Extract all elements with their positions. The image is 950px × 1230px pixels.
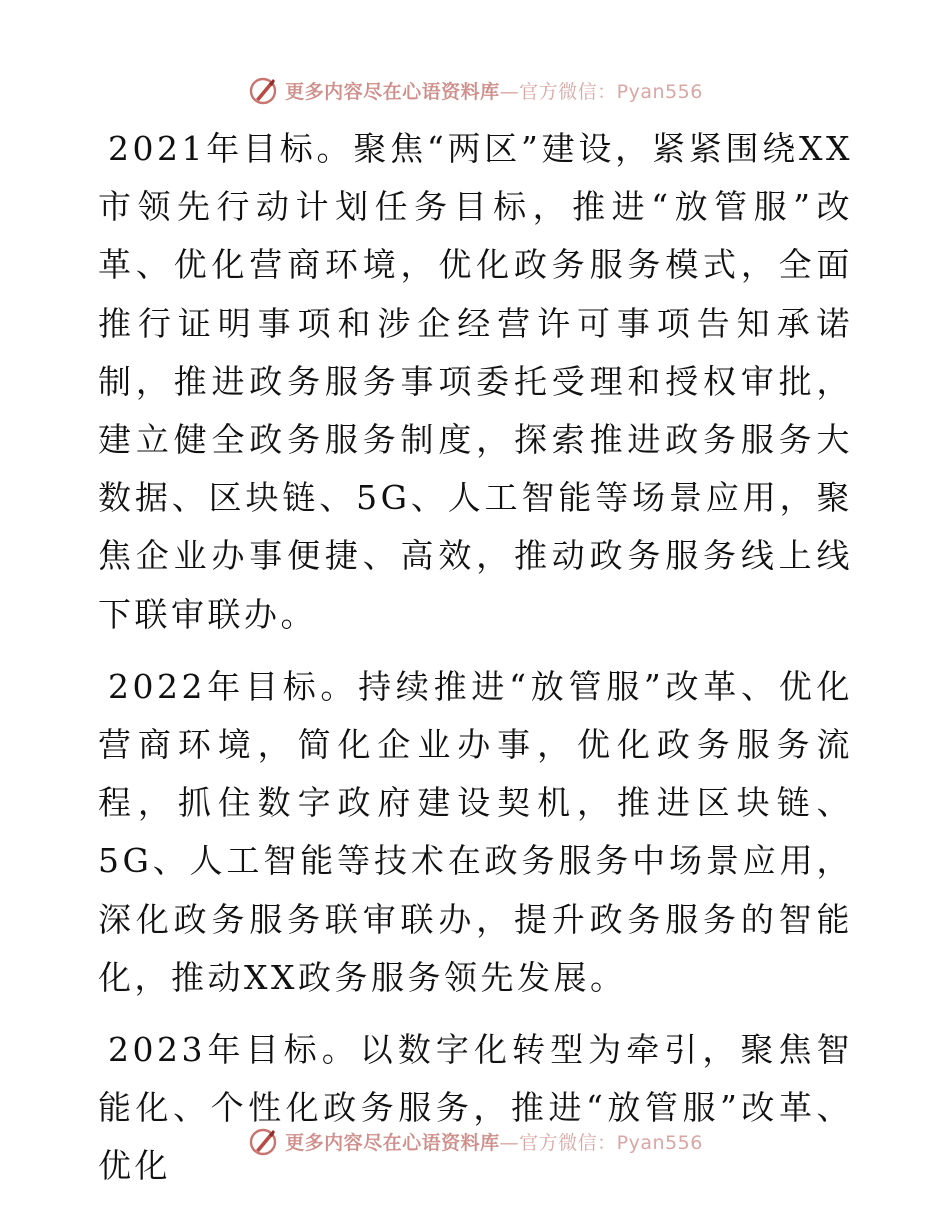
watermark-brand: 更多内容尽在心语资料库 <box>285 80 500 103</box>
watermark-contact: 官方微信：Pyan556 <box>519 80 703 103</box>
watermark-header <box>0 70 950 110</box>
paragraph-2023-goals: 2023年目标。以数字化转型为牵引，聚焦智能化、个性化政务服务，推进“放管服”改革、优化 <box>98 1030 853 1186</box>
quill-logo-icon <box>247 1125 279 1157</box>
watermark-separator: — <box>499 80 520 103</box>
watermark-brand: 更多内容尽在心语资料库 <box>285 1131 500 1154</box>
watermark-contact: 官方微信：Pyan556 <box>519 1131 703 1154</box>
document-body <box>98 120 853 1196</box>
watermark-footer <box>0 1121 950 1161</box>
quill-logo-icon <box>247 74 279 106</box>
paragraph-2021-goals: 2021年目标。聚焦“两区”建设，紧紧围绕XX市领先行动计划任务目标，推进“放管服”改革、优化营商环境，优化政务服务模式，全面推行证明事项和涉企经营许可事项告知承诺制，推进政务服务事项委托受理和授权审批，建立健全政务服务制度，探索推进政务服务大数据、区块链、5G、人工智能等场景应用，聚焦企业办事便捷、高效，推动政务服务线上线下联审联办。 <box>98 129 853 634</box>
paragraph-2022-goals: 2022年目标。持续推进“放管服”改革、优化营商环境，简化企业办事，优化政务服务流程，抓住数字政府建设契机，推进区块链、5G、人工智能等技术在政务服务中场景应用，深化政务服务联审联办，提升政务服务的智能化，推动XX政务服务领先发展。 <box>98 666 853 997</box>
watermark-separator: — <box>499 1131 520 1154</box>
